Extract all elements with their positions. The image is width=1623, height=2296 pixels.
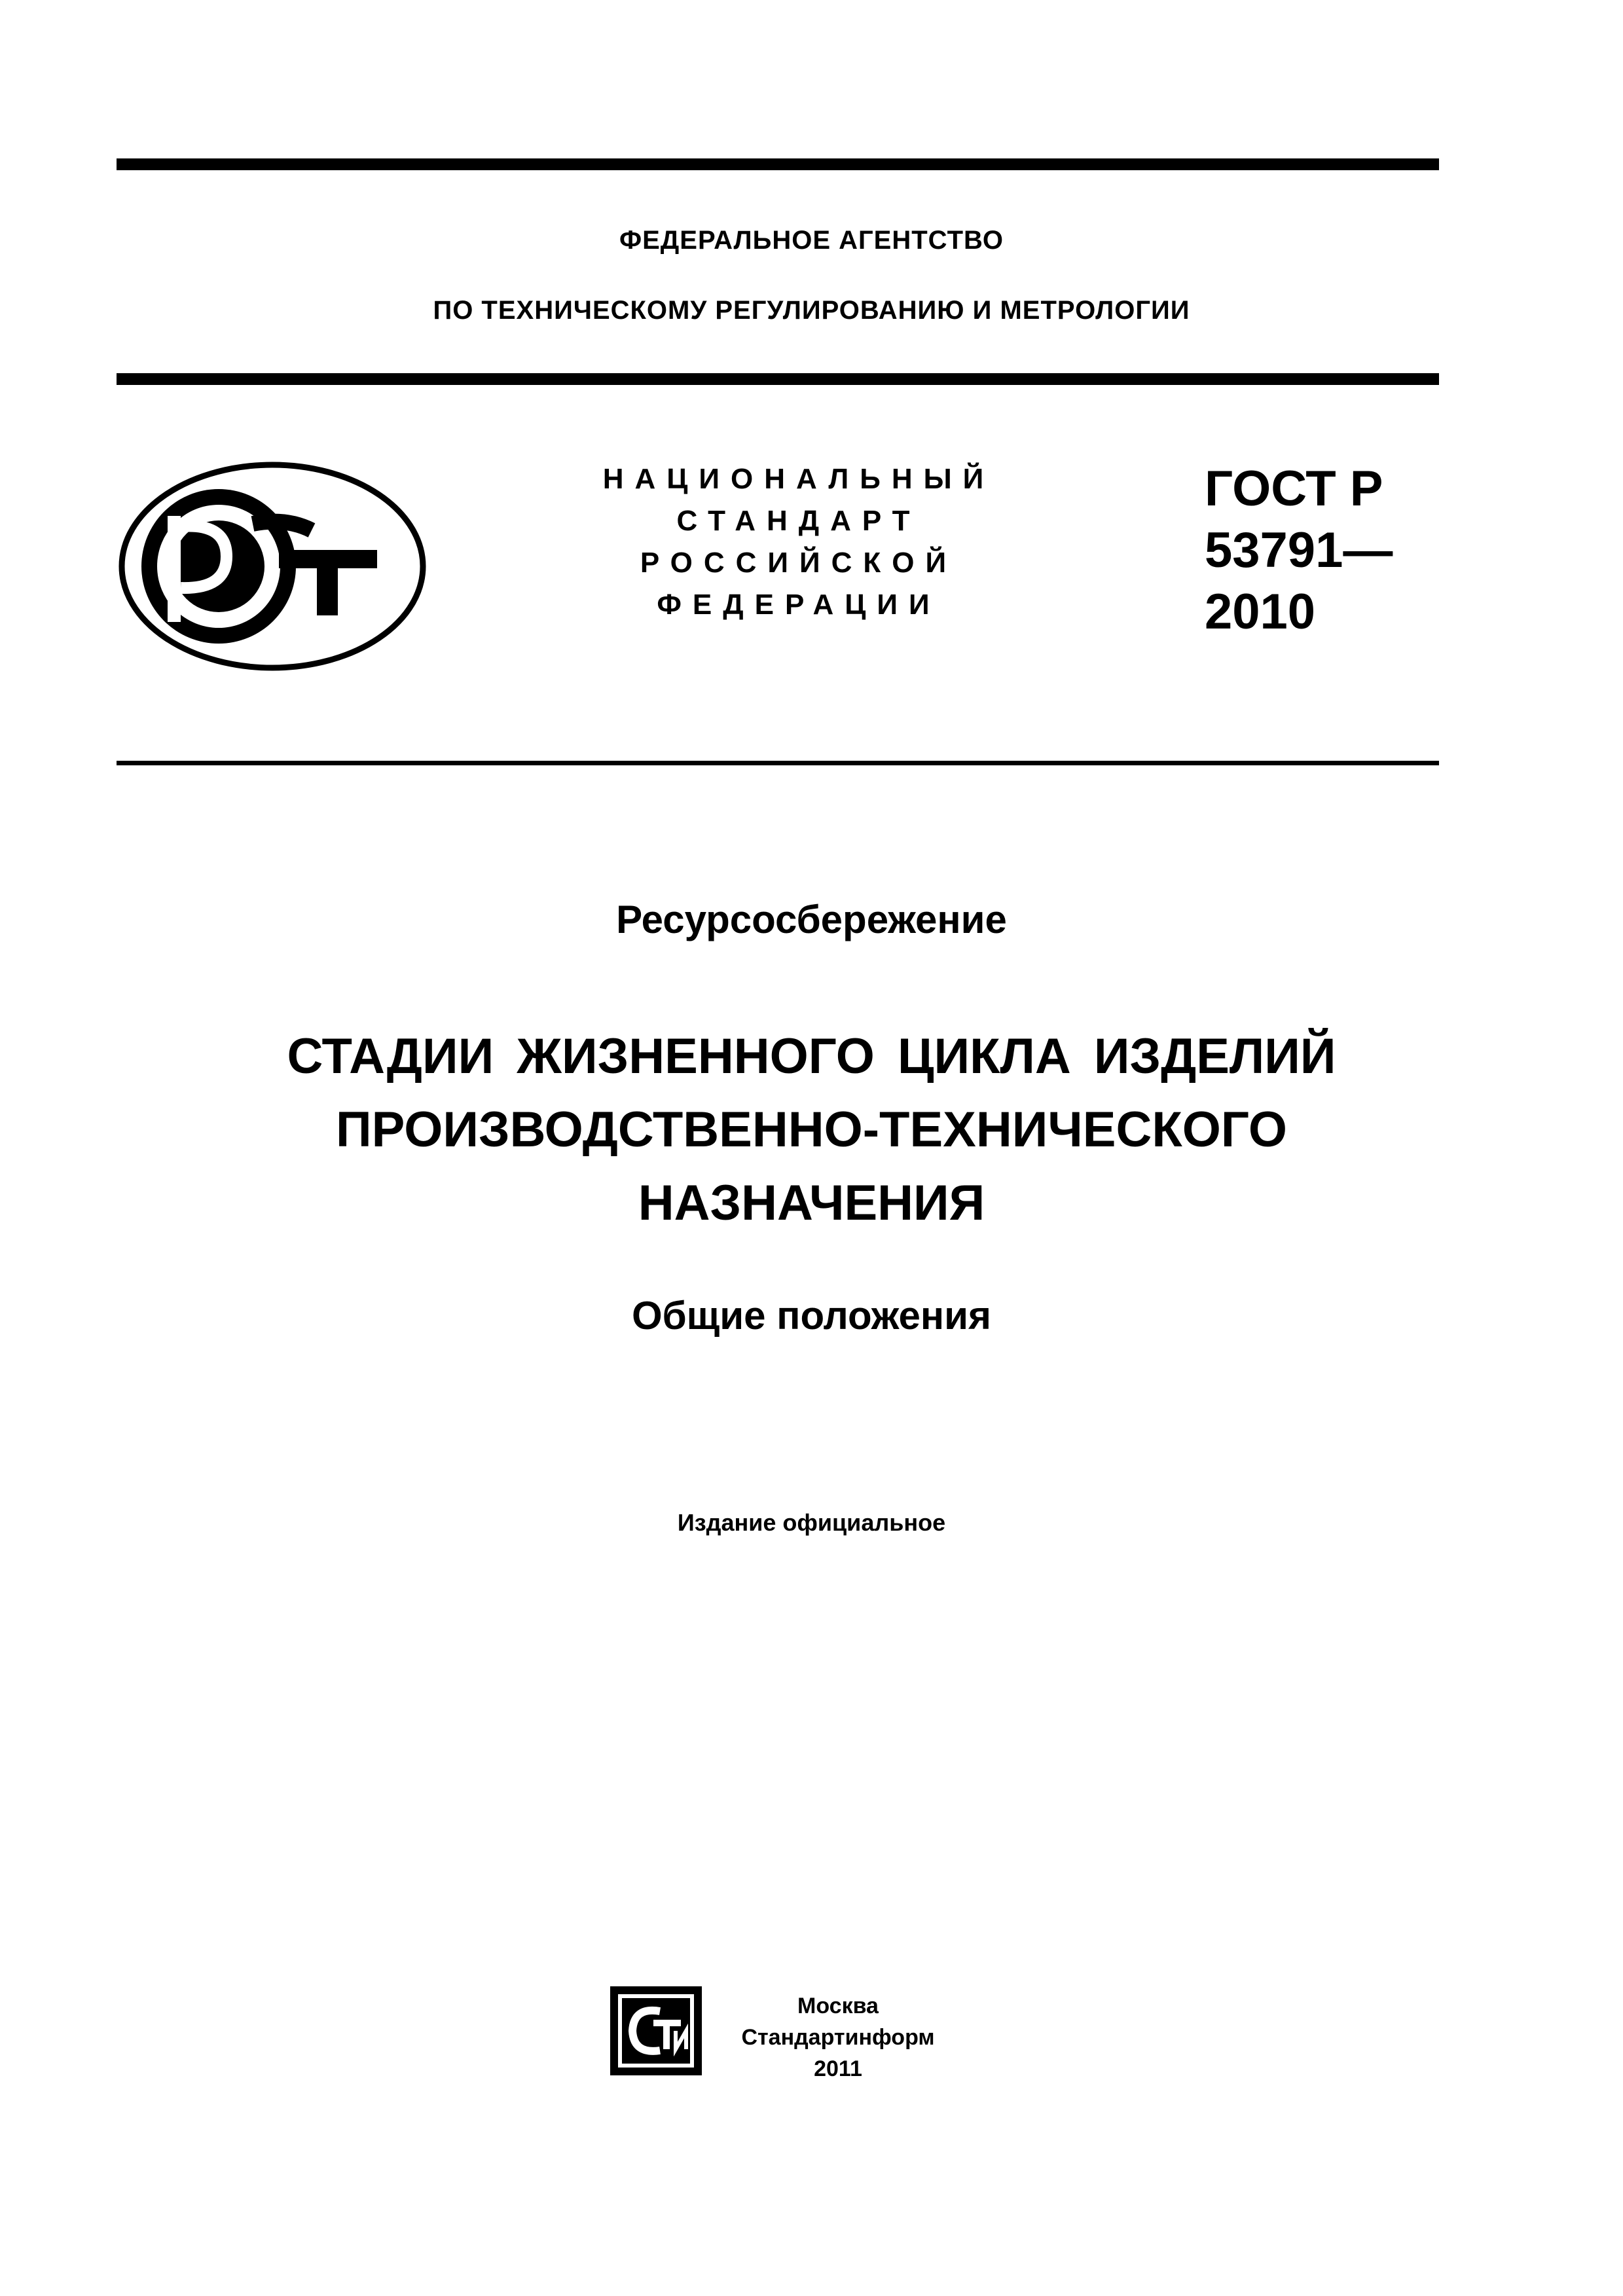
agency-line-1: ФЕДЕРАЛЬНОЕ АГЕНТСТВО [619, 226, 1004, 255]
standard-block-rule [117, 761, 1439, 765]
subject-heading: Ресурсосбережение [616, 898, 1007, 941]
national-line-4: ФЕДЕРАЦИИ [657, 589, 941, 621]
top-rule [117, 158, 1439, 170]
header-bottom-rule [117, 373, 1439, 385]
rst-emblem-icon [115, 458, 429, 674]
gost-line-3: 2010 [1205, 584, 1316, 640]
national-line-3: РОССИЙСКОЙ [640, 547, 958, 579]
national-line-1: НАЦИОНАЛЬНЫЙ [602, 463, 995, 495]
gost-line-1: ГОСТ Р [1205, 461, 1383, 517]
gost-line-2: 53791— [1205, 522, 1393, 578]
edition-note: Издание официальное [677, 1509, 946, 1536]
title-line-2: ПРОИЗВОДСТВЕННО-ТЕХНИЧЕСКОГО [335, 1102, 1288, 1157]
document-title [0, 1020, 1623, 1240]
publisher-name: Стандартинформ [741, 2025, 935, 2050]
publication-year: 2011 [814, 2056, 862, 2081]
national-line-2: СТАНДАРТ [676, 505, 921, 537]
standartinform-logo-icon [608, 1984, 704, 2078]
gost-designation [1205, 458, 1393, 643]
title-line-3: НАЗНАЧЕНИЯ [638, 1175, 985, 1231]
publisher-city: Москва [797, 1994, 879, 2018]
agency-line-2: ПО ТЕХНИЧЕСКОМУ РЕГУЛИРОВАНИЮ И МЕТРОЛОГИИ [433, 296, 1190, 325]
title-line-1: СТАДИИ ЖИЗНЕННОГО ЦИКЛА ИЗДЕЛИЙ [287, 1029, 1336, 1084]
publisher-info [740, 1990, 936, 2085]
document-subtitle: Общие положения [631, 1294, 992, 1338]
national-standard-label [550, 458, 1048, 626]
